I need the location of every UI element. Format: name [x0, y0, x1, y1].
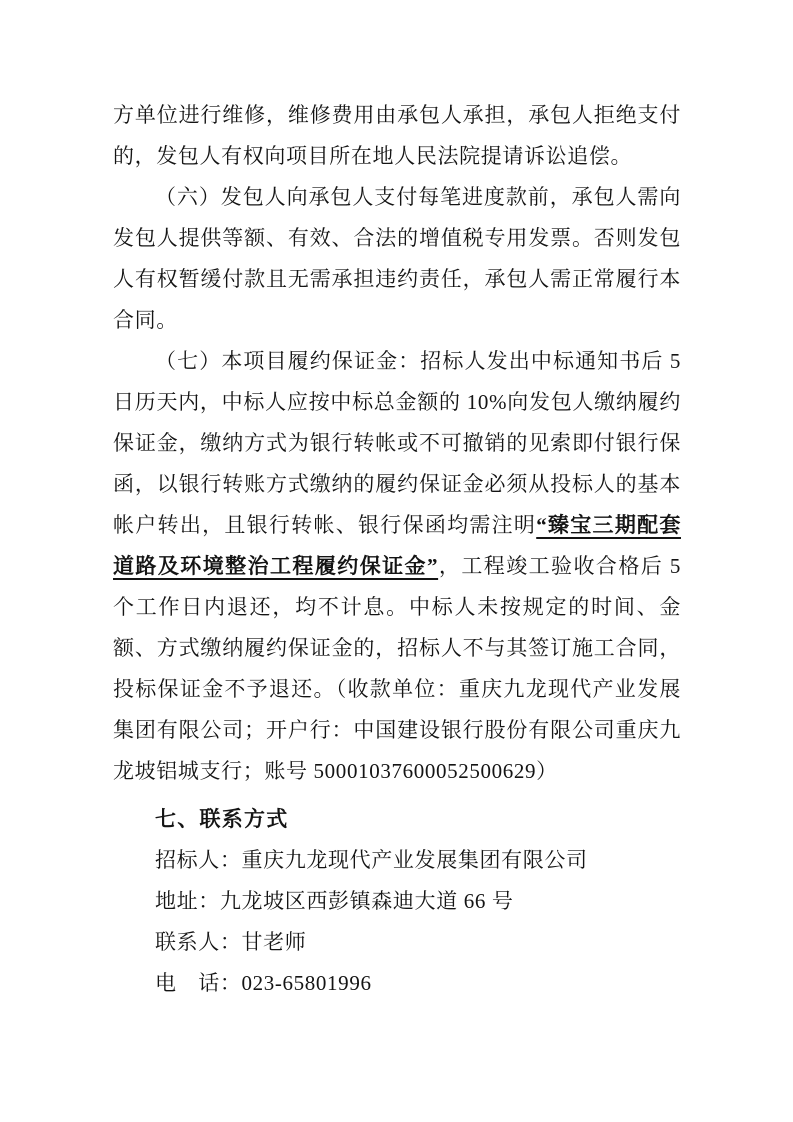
paragraph-clause-7-text: ，工程竣工验收合格后 5 个工作日内退还，均不计息。中标人未按规定的时间、金额、方式缴纳履约保证金的，招标人不与其签订施工合同，投标保证金不予退还。（收款单位：重庆九龙现代产业发展集团有限公司；开户行：中国建设银行股份有限公司重庆九龙坡铝城支行；账号 50001037600052500629）	[113, 554, 682, 783]
paragraph-clause-6	[113, 177, 681, 341]
paragraph-clause-6-text: （六）发包人向承包人支付每笔进度款前，承包人需向发包人提供等额、有效、合法的增值税专用发票。否则发包人有权暂缓付款且无需承担违约责任，承包人需正常履行本合同。	[113, 185, 681, 332]
contact-person-text: 联系人：甘老师	[155, 930, 307, 954]
paragraph-clause-7-emphasized-text: “臻宝三期配套道路及环境整治工程履约保证金”	[113, 513, 681, 578]
paragraph-clause-7	[113, 341, 681, 792]
document-body	[113, 95, 681, 1004]
heading-contact-text: 七、联系方式	[155, 808, 289, 831]
heading-contact	[113, 799, 681, 840]
paragraph-clause-7-text: （七）本项目履约保证金：招标人发出中标通知书后 5 日历天内，中标人应按中标总金额的 10%向发包人缴纳履约保证金，缴纳方式为银行转帐或不可撤销的见索即付银行保函，以银行转账方式缴纳的履约保证金必须从投标人的基本帐户转出，且银行转帐、银行保函均需注明	[113, 349, 681, 537]
contact-address-text: 地址：九龙坡区西彭镇森迪大道 66 号	[155, 889, 514, 913]
contact-person	[113, 922, 681, 963]
contact-tenderer	[113, 840, 681, 881]
paragraph-continuation	[113, 95, 681, 177]
contact-tenderer-text: 招标人：重庆九龙现代产业发展集团有限公司	[155, 848, 588, 872]
contact-phone-text: 电 话：023-65801996	[155, 971, 372, 995]
contact-phone	[113, 963, 681, 1004]
contact-address	[113, 881, 681, 922]
paragraph-continuation-text: 方单位进行维修，维修费用由承包人承担，承包人拒绝支付的，发包人有权向项目所在地人民法院提请诉讼追偿。	[113, 103, 681, 168]
